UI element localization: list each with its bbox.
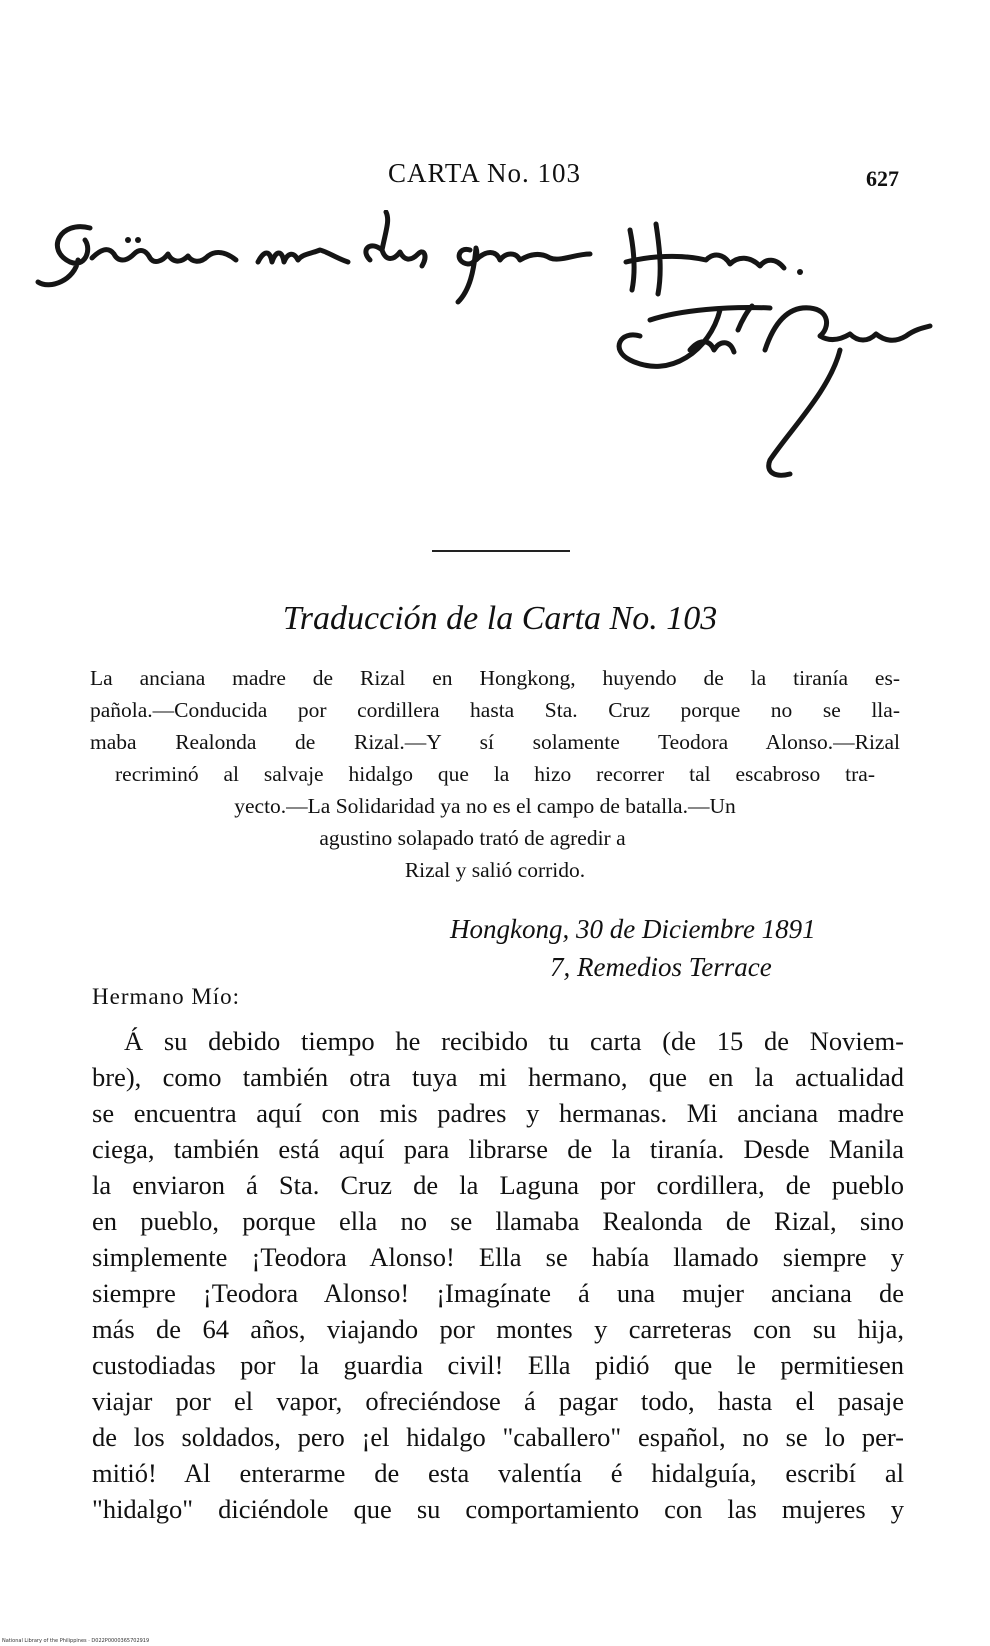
- body-line: viajar por el vapor, ofreciéndose á pagar todo, hasta el pasaje: [92, 1386, 904, 1416]
- body-line: Á su debido tiempo he recibido tu carta (de 15 de Noviem-: [124, 1026, 904, 1056]
- body-line: "hidalgo" diciéndole que su comportamiento con las mujeres y: [92, 1494, 904, 1524]
- summary-line: La anciana madre de Rizal en Hongkong, huyendo de la tiranía es-: [90, 666, 900, 690]
- body-line: se encuentra aquí con mis padres y hermanas. Mi anciana madre: [92, 1098, 904, 1128]
- handwriting-word-mir: [258, 250, 348, 262]
- body-line: en pueblo, porque ella no se llamaba Realonda de Rizal, sino: [92, 1206, 904, 1236]
- body-line: simplemente ¡Teodora Alonso! Ella se había llamado siempre y: [92, 1242, 904, 1272]
- body-line: bre), como también otra tuya mi hermano, que en la actualidad: [92, 1062, 904, 1092]
- handwritten-note: [30, 210, 990, 540]
- signature-flourish: [769, 350, 840, 475]
- page-number: 627: [866, 166, 899, 191]
- handwriting-word-ganze: [458, 248, 590, 302]
- summary-line: pañola.—Conducida por cordillera hasta Sta. Cruz porque no se lla-: [90, 698, 900, 722]
- handwriting-word-das: [366, 212, 425, 266]
- body-line: custodiadas por la guardia civil! Ella pidió que le permitiesen: [92, 1350, 904, 1380]
- handwriting-word-grusse: [38, 227, 236, 285]
- body-line: de los soldados, pero ¡el hidalgo "caballero" español, no se lo per-: [92, 1422, 904, 1452]
- summary-line: Rizal y salió corrido.: [404, 858, 586, 882]
- translation-summary: [90, 662, 900, 886]
- summary-line: agustino solapado trató de agredir a: [319, 826, 626, 850]
- translation-title: Traducción de la Carta No. 103: [282, 600, 718, 637]
- body-line: mitió! Al enterarme de esta valentía é hidalguía, escribí al: [92, 1458, 904, 1488]
- letter-dateline: [450, 910, 880, 986]
- summary-line: recriminó al salvaje hidalgo que la hizo recorrer tal escabroso tra-: [115, 762, 875, 786]
- archive-footer-note: National Library of the Philippines · D022P0000365702919: [2, 1638, 150, 1644]
- divider-rule: [432, 550, 570, 552]
- body-line: siempre ¡Teodora Alonso! ¡Imagínate á una mujer anciana de: [92, 1278, 904, 1308]
- salutation: Hermano Mío:: [92, 984, 241, 1009]
- letter-body: [92, 1023, 904, 1527]
- handwriting-image: [30, 210, 990, 540]
- signature-stroke: [619, 306, 930, 366]
- address: 7, Remedios Terrace: [550, 952, 772, 982]
- running-head: CARTA No. 103: [388, 158, 581, 188]
- summary-line: maba Realonda de Rizal.—Y sí solamente Teodora Alonso.—Rizal: [90, 730, 900, 754]
- handwriting-word-haus: [626, 224, 784, 294]
- body-line: más de 64 años, viajando por montes y carreteras con su hija,: [92, 1314, 904, 1344]
- body-line: ciega, también está aquí para librarse de la tiranía. Desde Manila: [92, 1134, 904, 1164]
- place-date: Hongkong, 30 de Diciembre 1891: [450, 914, 816, 944]
- summary-line: yecto.—La Solidaridad ya no es el campo de batalla.—Un: [234, 794, 736, 818]
- body-line: la enviaron á Sta. Cruz de la Laguna por cordillera, de pueblo: [92, 1170, 904, 1200]
